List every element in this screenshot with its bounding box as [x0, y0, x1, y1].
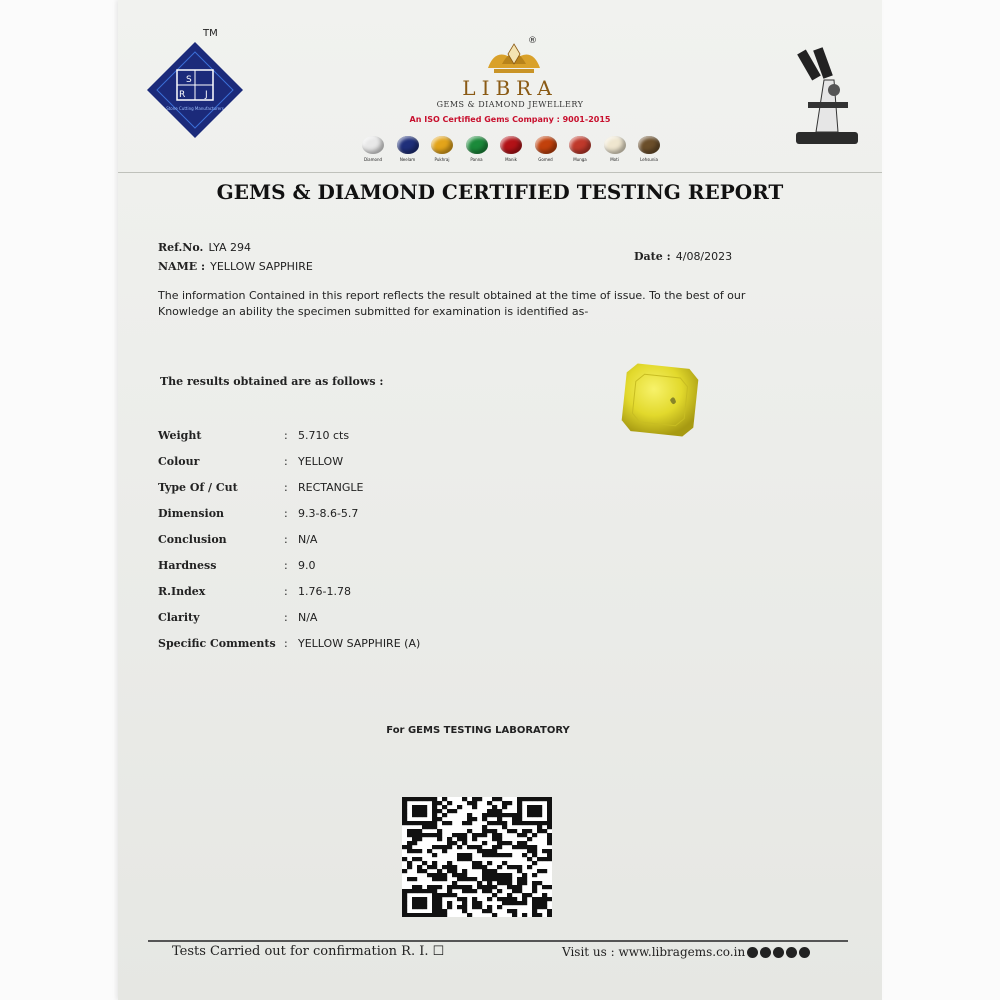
gem-item	[393, 136, 423, 172]
ref-value: LYA 294	[208, 241, 251, 254]
result-colon: :	[284, 610, 288, 624]
results-table	[158, 422, 578, 656]
website-text[interactable]: Visit us : www.libragems.co.in	[562, 945, 746, 959]
gems-row	[358, 136, 664, 172]
header-divider	[118, 172, 882, 173]
result-label: Weight	[158, 428, 202, 442]
report-title: GEMS & DIAMOND CERTIFIED TESTING REPORT	[216, 180, 784, 204]
gem-item	[565, 136, 595, 172]
gem-icon	[535, 136, 557, 154]
srj-letter-s: S	[186, 75, 192, 85]
registered-mark: ®	[528, 36, 537, 46]
result-row	[158, 578, 578, 604]
gem-label: Pukhraj	[434, 157, 450, 162]
result-value: YELLOW SAPPHIRE (A)	[298, 636, 421, 650]
result-label: Specific Comments	[158, 636, 276, 650]
gem-label: Neelam	[399, 157, 416, 162]
whatsapp-icon[interactable]	[760, 947, 771, 958]
gem-item	[634, 136, 664, 172]
result-row	[158, 526, 578, 552]
report-date	[634, 245, 732, 264]
gem-label: Manik	[505, 157, 517, 162]
date-value: 4/08/2023	[675, 250, 733, 263]
result-value: YELLOW	[298, 454, 344, 468]
brand-subtitle: GEMS & DIAMOND JEWELLERY	[436, 100, 584, 109]
srj-tagline: Stone Cutting Manufacturers	[166, 106, 224, 111]
result-label: Colour	[158, 454, 200, 468]
result-colon: :	[284, 584, 288, 598]
srj-logo-icon	[145, 40, 245, 140]
yellow-sapphire-stone-icon	[620, 360, 700, 440]
qr-code-icon	[402, 797, 552, 917]
gem-label: Gomed	[538, 157, 553, 162]
date-label: Date :	[634, 250, 671, 263]
gem-icon	[569, 136, 591, 154]
result-colon: :	[284, 480, 288, 494]
result-value: 9.0	[298, 558, 316, 572]
gem-icon	[362, 136, 384, 154]
result-value: N/A	[298, 610, 318, 624]
gem-label: Lehsunia	[640, 157, 658, 162]
result-value: 1.76-1.78	[298, 584, 351, 598]
lab-signature-line: For GEMS TESTING LABORATORY	[386, 725, 570, 736]
result-row	[158, 500, 578, 526]
gem-label: Panna	[470, 157, 483, 162]
trademark-mark: TM	[203, 28, 218, 39]
specimen-name	[158, 255, 313, 274]
result-row	[158, 422, 578, 448]
gem-icon	[638, 136, 660, 154]
gem-item	[358, 136, 388, 172]
result-row	[158, 604, 578, 630]
result-row	[158, 552, 578, 578]
gem-item	[496, 136, 526, 172]
gem-label: Diamond	[363, 157, 383, 162]
results-heading: The results obtained are as follows :	[160, 375, 384, 388]
result-label: Type Of / Cut	[158, 480, 238, 494]
gem-item	[462, 136, 492, 172]
instagram-icon[interactable]	[799, 947, 810, 958]
result-colon: :	[284, 454, 288, 468]
iso-certification-line: An ISO Certified Gems Company : 9001-2015	[409, 115, 611, 124]
brand-name: LIBRA	[462, 76, 558, 100]
result-value: RECTANGLE	[298, 480, 364, 494]
result-label: Dimension	[158, 506, 225, 520]
ref-number	[158, 236, 251, 255]
result-row	[158, 448, 578, 474]
gem-icon	[397, 136, 419, 154]
gem-icon	[466, 136, 488, 154]
gem-icon	[500, 136, 522, 154]
ref-label: Ref.No.	[158, 241, 204, 254]
gem-label: Moti	[610, 157, 619, 162]
result-value: 5.710 cts	[298, 428, 350, 442]
footer-website	[562, 945, 810, 959]
name-value: YELLOW SAPPHIRE	[210, 260, 313, 273]
srj-letter-r: R	[179, 90, 186, 100]
intro-paragraph	[158, 288, 778, 320]
result-colon: :	[284, 428, 288, 442]
result-colon: :	[284, 506, 288, 520]
facebook-icon[interactable]	[747, 947, 758, 958]
result-row	[158, 474, 578, 500]
result-label: Conclusion	[158, 532, 227, 546]
gem-item	[600, 136, 630, 172]
twitter-icon[interactable]	[773, 947, 784, 958]
result-row	[158, 630, 578, 656]
gem-icon	[604, 136, 626, 154]
gem-item	[531, 136, 561, 172]
gem-icon	[431, 136, 453, 154]
srj-letter-j: J	[205, 90, 208, 100]
result-label: R.Index	[158, 584, 206, 598]
gem-label: Munga	[573, 157, 587, 162]
result-colon: :	[284, 532, 288, 546]
microscope-icon	[786, 40, 866, 150]
name-label: NAME :	[158, 260, 206, 273]
result-colon: :	[284, 558, 288, 572]
result-value: 9.3-8.6-5.7	[298, 506, 359, 520]
result-label: Hardness	[158, 558, 217, 572]
intro-line-1: The information Contained in this report reflects the result obtained at the time of issue. To the best of our	[158, 289, 746, 302]
result-label: Clarity	[158, 610, 200, 624]
result-colon: :	[284, 636, 288, 650]
footer-divider	[148, 940, 848, 942]
intro-line-2: Knowledge an ability the specimen submitted for examination is identified as-	[158, 305, 589, 318]
result-value: N/A	[298, 532, 318, 546]
youtube-icon[interactable]	[786, 947, 797, 958]
gem-item	[427, 136, 457, 172]
footer-confirmation-note: Tests Carried out for confirmation R. I. ☐	[172, 944, 445, 959]
